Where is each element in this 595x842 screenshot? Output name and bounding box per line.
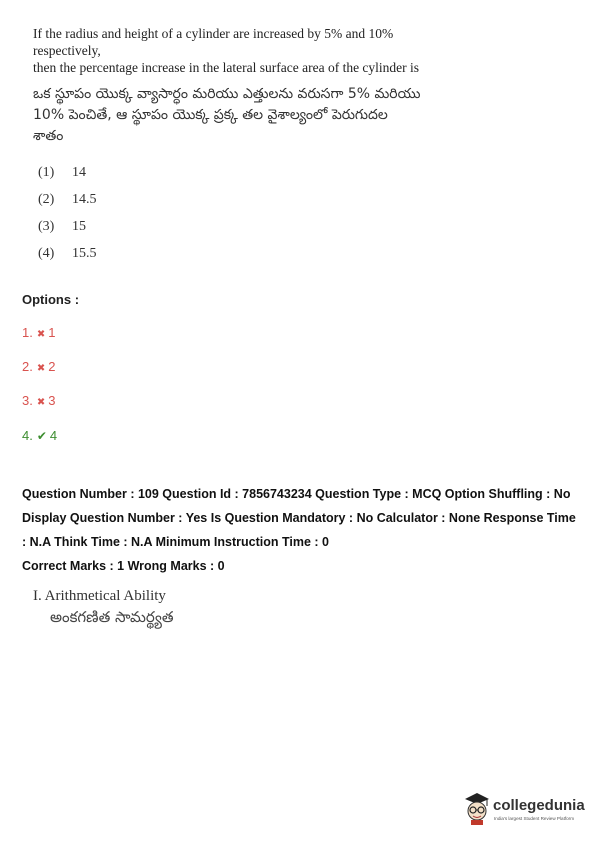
question-metadata <box>22 482 582 578</box>
metadata-line-1: Question Number : 109 Question Id : 7856743234 Question Type : MCQ Option Shuffling : No <box>22 487 571 501</box>
answer-option-3 <box>22 393 55 408</box>
metadata-line-2: Display Question Number : Yes Is Question Mandatory : No Calculator : None Response Time <box>22 511 576 525</box>
collegedunia-tagline: India's largest Student Review Platform <box>494 816 575 821</box>
question-telugu <box>33 84 453 147</box>
answer-index: 1. <box>22 325 33 340</box>
answer-option-2 <box>22 359 55 374</box>
answer-index: 2. <box>22 359 33 374</box>
question-english-line-2: then the percentage increase in the lateral surface area of the cylinder is <box>33 60 420 75</box>
question-telugu-line-3: శాతం <box>33 128 64 144</box>
question-english <box>33 25 453 76</box>
answer-value: 4 <box>49 428 58 443</box>
options-heading: Options : <box>22 292 80 307</box>
question-telugu-line-2: 10% పెంచితే, ఆ స్థూపం యొక్క ప్రక్క తల వైశాల్యంలో పెరుగుదల <box>33 107 388 123</box>
choice-4 <box>38 246 97 262</box>
collegedunia-logo-text: collegedunia <box>493 797 585 814</box>
cross-icon: ✖ <box>36 363 46 374</box>
metadata-line-3: : N.A Think Time : N.A Minimum Instruction Time : 0 <box>22 535 329 549</box>
check-icon: ✔ <box>36 429 47 443</box>
choice-number: (4) <box>38 246 55 261</box>
marks-line: Correct Marks : 1 Wrong Marks : 0 <box>22 559 225 573</box>
question-telugu-line-1: ఒక స్థూపం యొక్క వ్యాసార్ధం మరియు ఎత్తులను వరుసగా 5% మరియు <box>33 86 421 102</box>
collegedunia-mascot-icon <box>462 790 492 826</box>
choice-value: 15.5 <box>72 246 97 261</box>
answer-index: 4. <box>22 428 33 443</box>
choice-number: (2) <box>38 192 55 207</box>
choice-3 <box>38 219 86 235</box>
answer-value: 2 <box>48 359 56 374</box>
choice-1 <box>38 165 86 181</box>
choice-2 <box>38 192 97 208</box>
choice-number: (3) <box>38 219 55 234</box>
choice-value: 15 <box>72 219 86 234</box>
question-english-line-1: If the radius and height of a cylinder are increased by 5% and 10% respectively, <box>33 26 394 58</box>
answer-option-4 <box>22 428 57 443</box>
section-title-english: I. Arithmetical Ability <box>33 588 166 604</box>
section-title-telugu: అంకగణిత సామర్థ్యత <box>50 608 174 626</box>
cross-icon: ✖ <box>36 329 46 340</box>
answer-index: 3. <box>22 393 33 408</box>
answer-value: 1 <box>48 325 56 340</box>
cross-icon: ✖ <box>36 397 46 408</box>
choice-number: (1) <box>38 165 55 180</box>
answer-option-1 <box>22 325 55 340</box>
choice-value: 14 <box>72 165 86 180</box>
answer-value: 3 <box>48 393 56 408</box>
choice-value: 14.5 <box>72 192 97 207</box>
